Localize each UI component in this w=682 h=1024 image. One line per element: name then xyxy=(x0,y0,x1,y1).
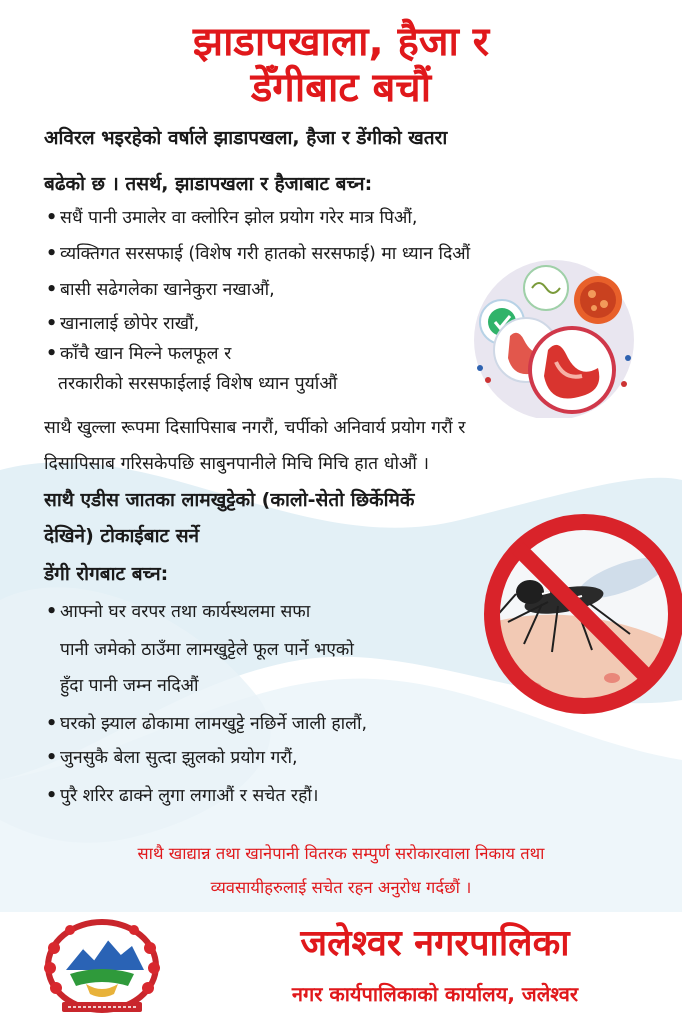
bullet-icon: • xyxy=(46,208,58,228)
tip-text: घरको झ्याल ढोकामा लामखुट्टे नछिर्ने जाली हालौं, xyxy=(60,714,368,734)
intro-line1: अविरल भइरहेको वर्षाले झाडापखला, हैजा र डेंगीको खतरा xyxy=(44,127,448,149)
tip-text: बासी सढेगलेका खानेकुरा नखाऔं, xyxy=(60,280,275,300)
office-name: नगर कार्यपालिकाको कार्यालय, जलेश्वर xyxy=(291,982,579,1006)
bullet-icon: • xyxy=(46,602,58,622)
bullet-icon: • xyxy=(46,748,58,768)
tip-text: पुरै शरिर ढाक्ने लुगा लगाऔं र सचेत रहौं। xyxy=(60,786,319,806)
diarrhea-tip-1 xyxy=(46,206,417,230)
notice-line2: व्यवसायीहरुलाई सचेत रहन अनुरोध गर्दछौं । xyxy=(210,878,472,897)
dengue-tip-1 xyxy=(46,600,310,624)
diarrhea-tip-4 xyxy=(46,312,199,336)
dengue-tip-2 xyxy=(46,712,367,736)
diarrhea-tip-5 xyxy=(46,342,231,366)
hygiene-line2: दिसापिसाब गरिसकेपछि साबुनपानीले मिचि मिचि हात धोऔं । xyxy=(44,454,430,474)
tip-text: सधैं पानी उमालेर वा क्लोरिन झोल प्रयोग गरेर मात्र पिऔं, xyxy=(60,208,418,228)
hygiene-line1: साथै खुल्ला रूपमा दिसापिसाब नगरौं, चर्पीको अनिवार्य प्रयोग गरौं र xyxy=(44,418,466,438)
bullet-icon: • xyxy=(46,314,58,334)
dengue-tip-4 xyxy=(46,784,319,808)
government-emblem xyxy=(40,918,164,1018)
dengue-tip-1-cont1: पानी जमेको ठाउँमा लामखुट्टेले फूल पार्ने भएको xyxy=(60,640,354,660)
tip-text: आफ्नो घर वरपर तथा कार्यस्थलमा सफा xyxy=(60,602,311,622)
mosquito-line1: साथै एडीस जातका लामखुट्टेको (कालो-सेतो छिर्केमिर्के xyxy=(44,489,415,511)
dengue-tip-3 xyxy=(46,746,298,770)
no-mosquito-sign xyxy=(472,508,682,720)
intro-line2: बढेको छ । तसर्थ, झाडापखला र हैजाबाट बच्न: xyxy=(44,173,373,195)
bullet-icon: • xyxy=(46,344,58,364)
bullet-icon: • xyxy=(46,244,58,264)
dengue-heading: डेंगी रोगबाट बच्न: xyxy=(44,563,169,585)
stomach-illustration xyxy=(448,258,644,418)
notice-line1: साथै खाद्यान्न तथा खानेपानी वितरक सम्पुर्ण सरोकारवाला निकाय तथा xyxy=(137,844,545,863)
tip-text: खानालाई छोपेर राखौं, xyxy=(60,314,200,334)
bullet-icon: • xyxy=(46,280,58,300)
page-title-line2: डेँगीबाट बचौं xyxy=(250,65,432,111)
diarrhea-tip-3 xyxy=(46,278,275,302)
bullet-icon: • xyxy=(46,714,58,734)
diarrhea-tip-5-cont: तरकारीको सरसफाईलाई विशेष ध्यान पुर्याऔं xyxy=(58,374,338,394)
diarrhea-tip-2 xyxy=(46,242,470,266)
tip-text: जुनसुकै बेला सुत्दा झुलको प्रयोग गरौं, xyxy=(60,748,298,768)
mosquito-line2: देखिने) टोकाईबाट सर्ने xyxy=(44,525,200,547)
page-title-line1: झाडापखाला, हैजा र xyxy=(192,19,490,65)
bullet-icon: • xyxy=(46,786,58,806)
dengue-tip-1-cont2: हुँदा पानी जम्न नदिऔं xyxy=(60,676,199,696)
tip-text: व्यक्तिगत सरसफाई (विशेष गरी हातको सरसफाई) मा ध्यान दिऔं xyxy=(60,244,471,264)
tip-text: काँचै खान मिल्ने फलफूल र xyxy=(60,344,232,364)
organization-name: जलेश्वर नगरपालिका xyxy=(300,923,570,964)
